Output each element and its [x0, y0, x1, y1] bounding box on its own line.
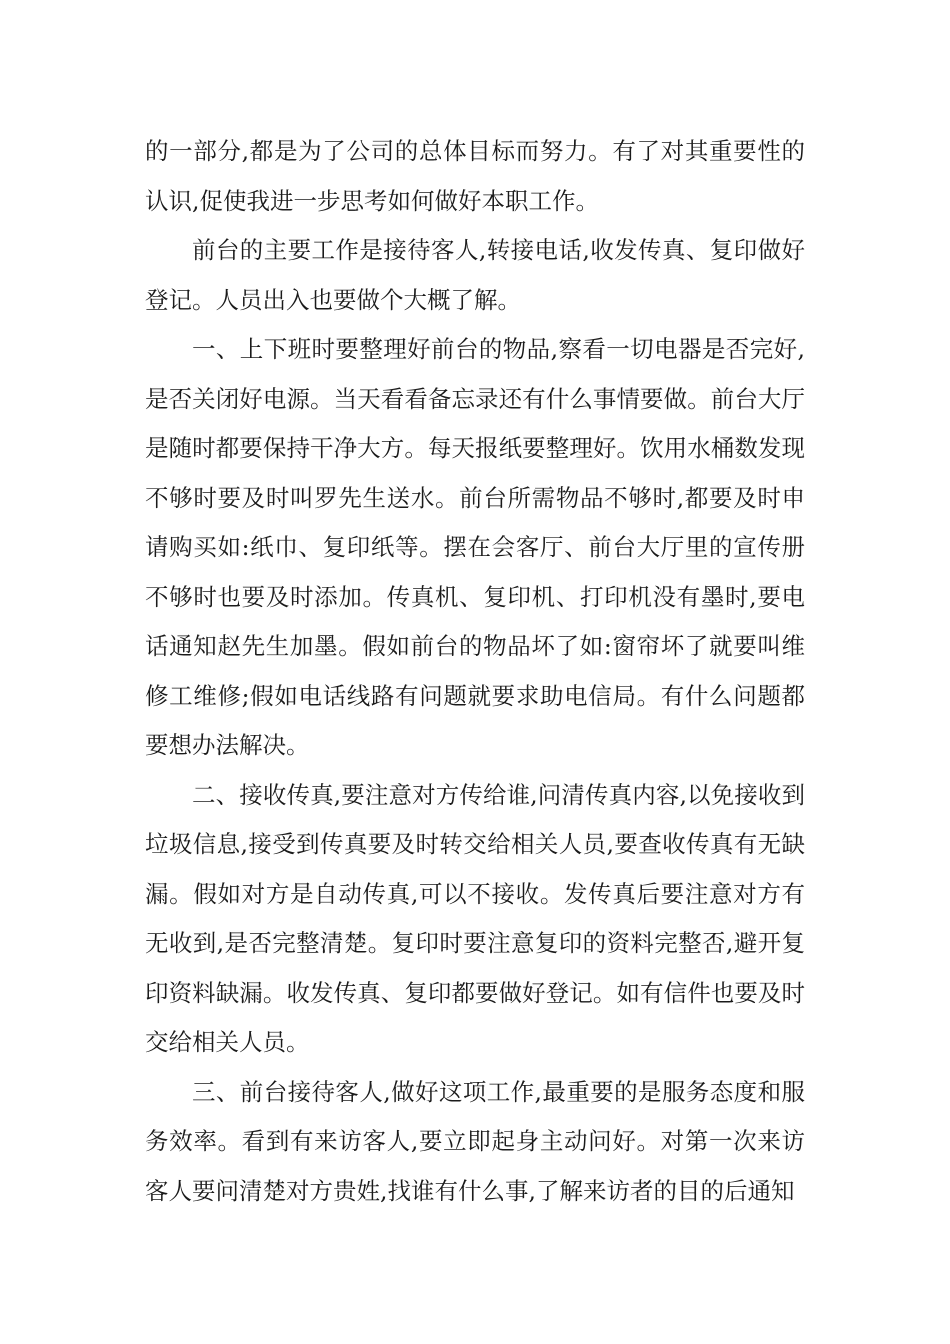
paragraph-item-one: 一、上下班时要整理好前台的物品,察看一切电器是否完好,是否关闭好电源。当天看看备忘录还有什么事情要做。前台大厅是随时都要保持干净大方。每天报纸要整理好。饮用水桶数发现不够时要及时叫罗先生送水。前台所需物品不够时,都要及时申请购买如:纸巾、复印纸等。摆在会客厅、前台大厅里的宣传册不够时也要及时添加。传真机、复印机、打印机没有墨时,要电话通知赵先生加墨。假如前台的物品坏了如:窗帘坏了就要叫维修工维修;假如电话线路有问题就要求助电信局。有什么问题都要想办法解决。 — [145, 335, 805, 759]
paragraph-front-desk-duties: 前台的主要工作是接待客人,转接电话,收发传真、复印做好登记。人员出入也要做个大概了解。 — [145, 236, 805, 314]
paragraph-item-three: 三、前台接待客人,做好这项工作,最重要的是服务态度和服务效率。看到有来访客人,要立即起身主动问好。对第一次来访客人要问清楚对方贵姓,找谁有什么事,了解来访者的目的后通知 — [145, 1077, 805, 1205]
paragraph-item-two: 二、接收传真,要注意对方传给谁,问清传真内容,以免接收到垃圾信息,接受到传真要及时转交给相关人员,要查收传真有无缺漏。假如对方是自动传真,可以不接收。发传真后要注意对方有无收到,是否完整清楚。复印时要注意复印的资料完整否,避开复印资料缺漏。收发传真、复印都要做好登记。如有信件也要及时交给相关人员。 — [145, 780, 805, 1056]
document-body — [145, 127, 805, 1216]
paragraph-continued: 的一部分,都是为了公司的总体目标而努力。有了对其重要性的认识,促使我进一步思考如何做好本职工作。 — [145, 137, 805, 215]
